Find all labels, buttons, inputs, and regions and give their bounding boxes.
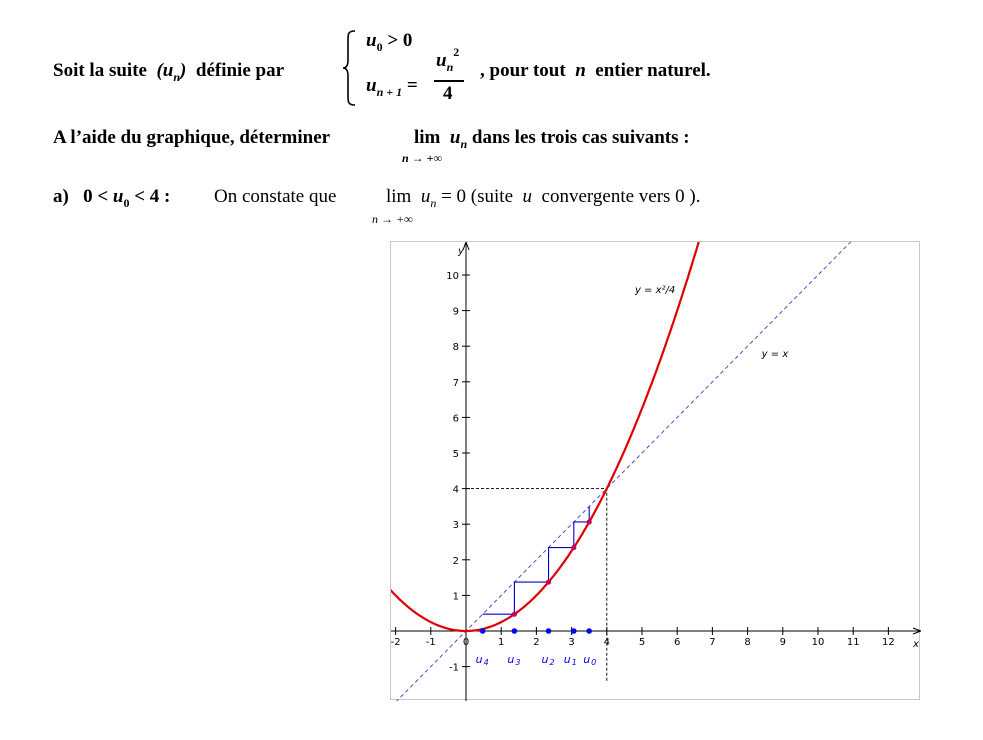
sequence-point-0 [586, 628, 592, 634]
fraction-denominator: 4 [443, 83, 453, 104]
y-tick-label: 3 [452, 520, 459, 532]
sequence-label-sub: 0 [591, 658, 597, 667]
y-axis-label: y [458, 246, 464, 257]
sequence-label-u3 [507, 653, 520, 667]
case-a-limit: $\lim u_n = 0$ (suite u convergente vers 0 ). [386, 186, 701, 210]
y-tick-label: 7 [452, 377, 459, 389]
x-tick-label: 3 [568, 637, 575, 648]
question-limit-under: n → +∞ [402, 151, 443, 165]
y-tick-label: 6 [452, 413, 459, 425]
case-a-text: On constate que [214, 186, 337, 207]
sequence-name: $(u_n)$ [156, 60, 187, 84]
y-tick-label: 9 [452, 306, 459, 318]
case-a-condition: a) $0 < u_0 < 4$ : [53, 186, 171, 210]
y-tick-label: 8 [452, 342, 459, 354]
x-tick-label: 4 [603, 637, 610, 648]
cobweb-plot [391, 242, 921, 701]
sequence-label-u2 [542, 653, 555, 667]
parabola-curve [391, 242, 700, 631]
x-tick-label: 0 [462, 637, 470, 648]
y-tick-label: -1 [449, 662, 459, 674]
curve-point [587, 519, 592, 524]
curve-point [571, 545, 576, 550]
fixed-point-guide [466, 489, 607, 681]
x-tick-label: 9 [779, 637, 786, 648]
x-tick-label: -1 [425, 637, 436, 648]
question-limit: $\lim u_n$ dans les trois cas suivants : [414, 127, 690, 151]
y-tick-label: 4 [452, 484, 459, 496]
sequence-point-1 [571, 628, 577, 634]
sequence-label-sub: 2 [549, 658, 555, 667]
fraction-numerator: $u_n^2$ [436, 44, 460, 74]
curve-point [512, 612, 517, 617]
definition-line [53, 60, 284, 82]
x-tick-label: 1 [498, 637, 505, 648]
cobweb-graph [390, 241, 920, 700]
sequence-label-sub: 4 [483, 658, 489, 667]
x-tick-label: -2 [391, 637, 401, 648]
sequence-label-u0 [583, 653, 596, 667]
x-tick-label: 2 [533, 637, 540, 648]
curve-label: y = x²/4 [634, 284, 676, 296]
x-tick-label: 7 [709, 637, 716, 648]
y-tick-label: 5 [452, 449, 459, 460]
x-tick-label: 5 [638, 637, 646, 648]
sequence-label-sub: 3 [515, 658, 521, 667]
sequence-point-2 [546, 628, 552, 634]
sequence-label-sub: 1 [571, 658, 577, 667]
question-text: A l’aide du graphique, déterminer [53, 127, 331, 148]
sequence-label-var: u [583, 653, 591, 666]
x-axis-label: x [913, 639, 919, 650]
defined-by-text: définie par [195, 60, 285, 81]
x-tick-label: 10 [811, 637, 825, 648]
y-tick-label: 2 [452, 555, 459, 567]
sequence-point-4 [480, 628, 486, 634]
sequence-label-var: u [563, 653, 571, 666]
intro-text: Soit la suite [53, 60, 147, 81]
curve-point [546, 579, 551, 584]
sequence-label-u1 [564, 653, 577, 667]
x-tick-label: 8 [744, 637, 751, 648]
sequence-point-3 [512, 628, 518, 634]
sequence-label-var: u [507, 653, 515, 666]
sequence-label-u4 [476, 653, 489, 667]
recurrence-lhs: $u_{n + 1}$ = [366, 75, 418, 99]
recurrence-tail: , pour tout n entier naturel. [480, 60, 711, 81]
sequence-label-var: u [541, 653, 549, 666]
x-tick-label: 12 [882, 637, 895, 648]
system-brace [342, 30, 356, 106]
fraction-bar [434, 80, 464, 82]
x-tick-label: 6 [674, 637, 681, 648]
x-tick-label: 11 [846, 637, 860, 648]
y-tick-label: 10 [446, 271, 459, 282]
case-a-limit-under: n → +∞ [372, 212, 413, 226]
y-tick-label: 1 [452, 591, 459, 603]
initial-condition: $u_0 > 0$ [366, 30, 413, 54]
sequence-label-var: u [475, 653, 483, 666]
line-label: y = x [761, 348, 789, 360]
